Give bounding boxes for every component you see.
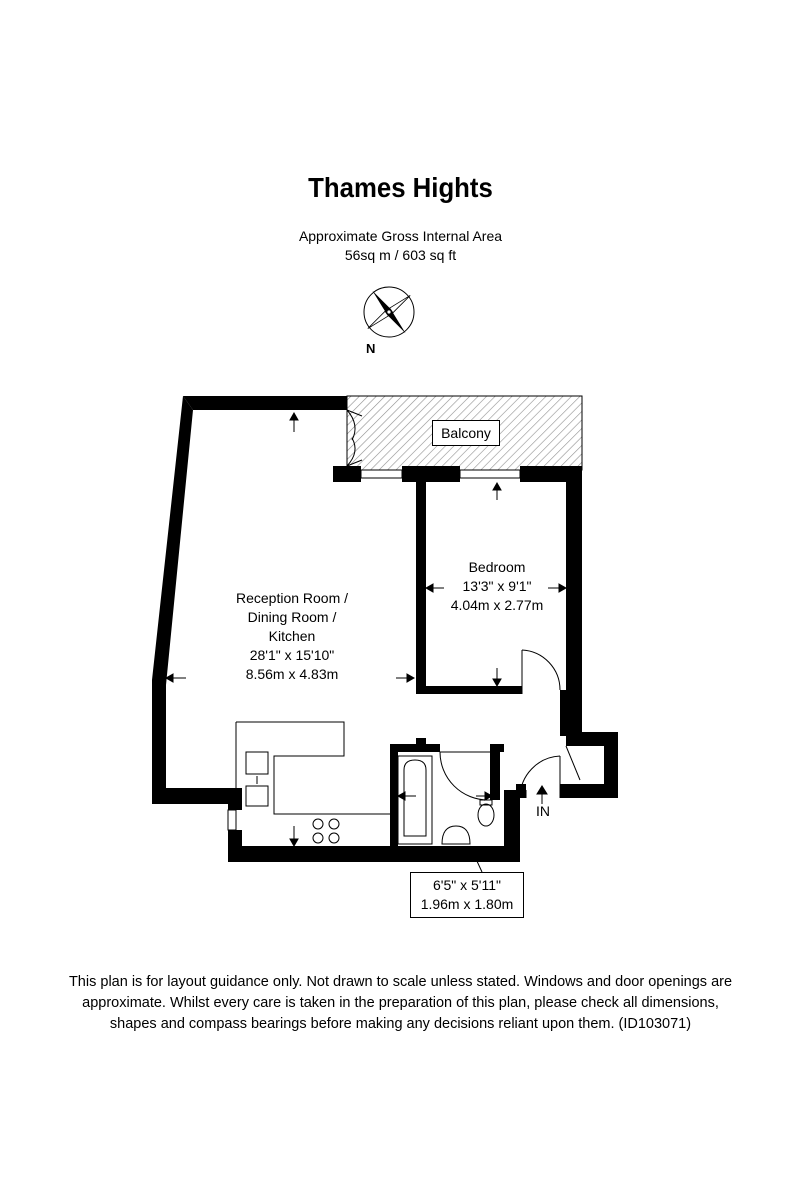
reception-name-line-1: Reception Room / <box>235 590 349 606</box>
bathroom-dimensions <box>410 872 524 918</box>
bedroom-metric-size: 4.04m x 2.77m <box>450 597 544 613</box>
bedroom-imperial-size: 13'3" x 9'1" <box>462 578 532 594</box>
reception-imperial-size: 28'1" x 15'10" <box>249 647 335 663</box>
kitchen-units <box>236 722 390 843</box>
entrance-label: IN <box>536 803 550 819</box>
bedroom-name: Bedroom <box>468 559 526 575</box>
hob-icon <box>313 819 339 843</box>
disclaimer-line-3: shapes and compass bearings before making any decisions reliant upon them. (ID103071) <box>109 1016 692 1032</box>
area-line-1: Approximate Gross Internal Area <box>298 228 503 244</box>
reception-name-line-3: Kitchen <box>268 628 316 644</box>
reception-room-label <box>212 589 372 684</box>
disclaimer-line-2: approximate. Whilst every care is taken in the preparation of this plan, please check all dimensions, <box>82 995 719 1011</box>
compass-rose-icon <box>364 287 414 337</box>
disclaimer-text <box>40 972 761 1035</box>
balcony-label: Balcony <box>432 420 500 446</box>
interior-walls <box>390 482 568 854</box>
compass-north-label: N <box>366 341 376 356</box>
bathroom-metric-size: 1.96m x 1.80m <box>420 896 514 912</box>
area-line-2: 56sq m / 603 sq ft <box>344 247 457 263</box>
disclaimer-line-1: This plan is for layout guidance only. Not drawn to scale unless stated. Windows and door openings are <box>68 974 733 990</box>
reception-name-line-2: Dining Room / <box>247 609 337 625</box>
bathroom-imperial-size: 6'5" x 5'11" <box>433 877 501 893</box>
plan-title: Thames Hights <box>308 172 493 203</box>
bedroom-label <box>432 558 562 615</box>
reception-metric-size: 8.56m x 4.83m <box>245 666 339 682</box>
